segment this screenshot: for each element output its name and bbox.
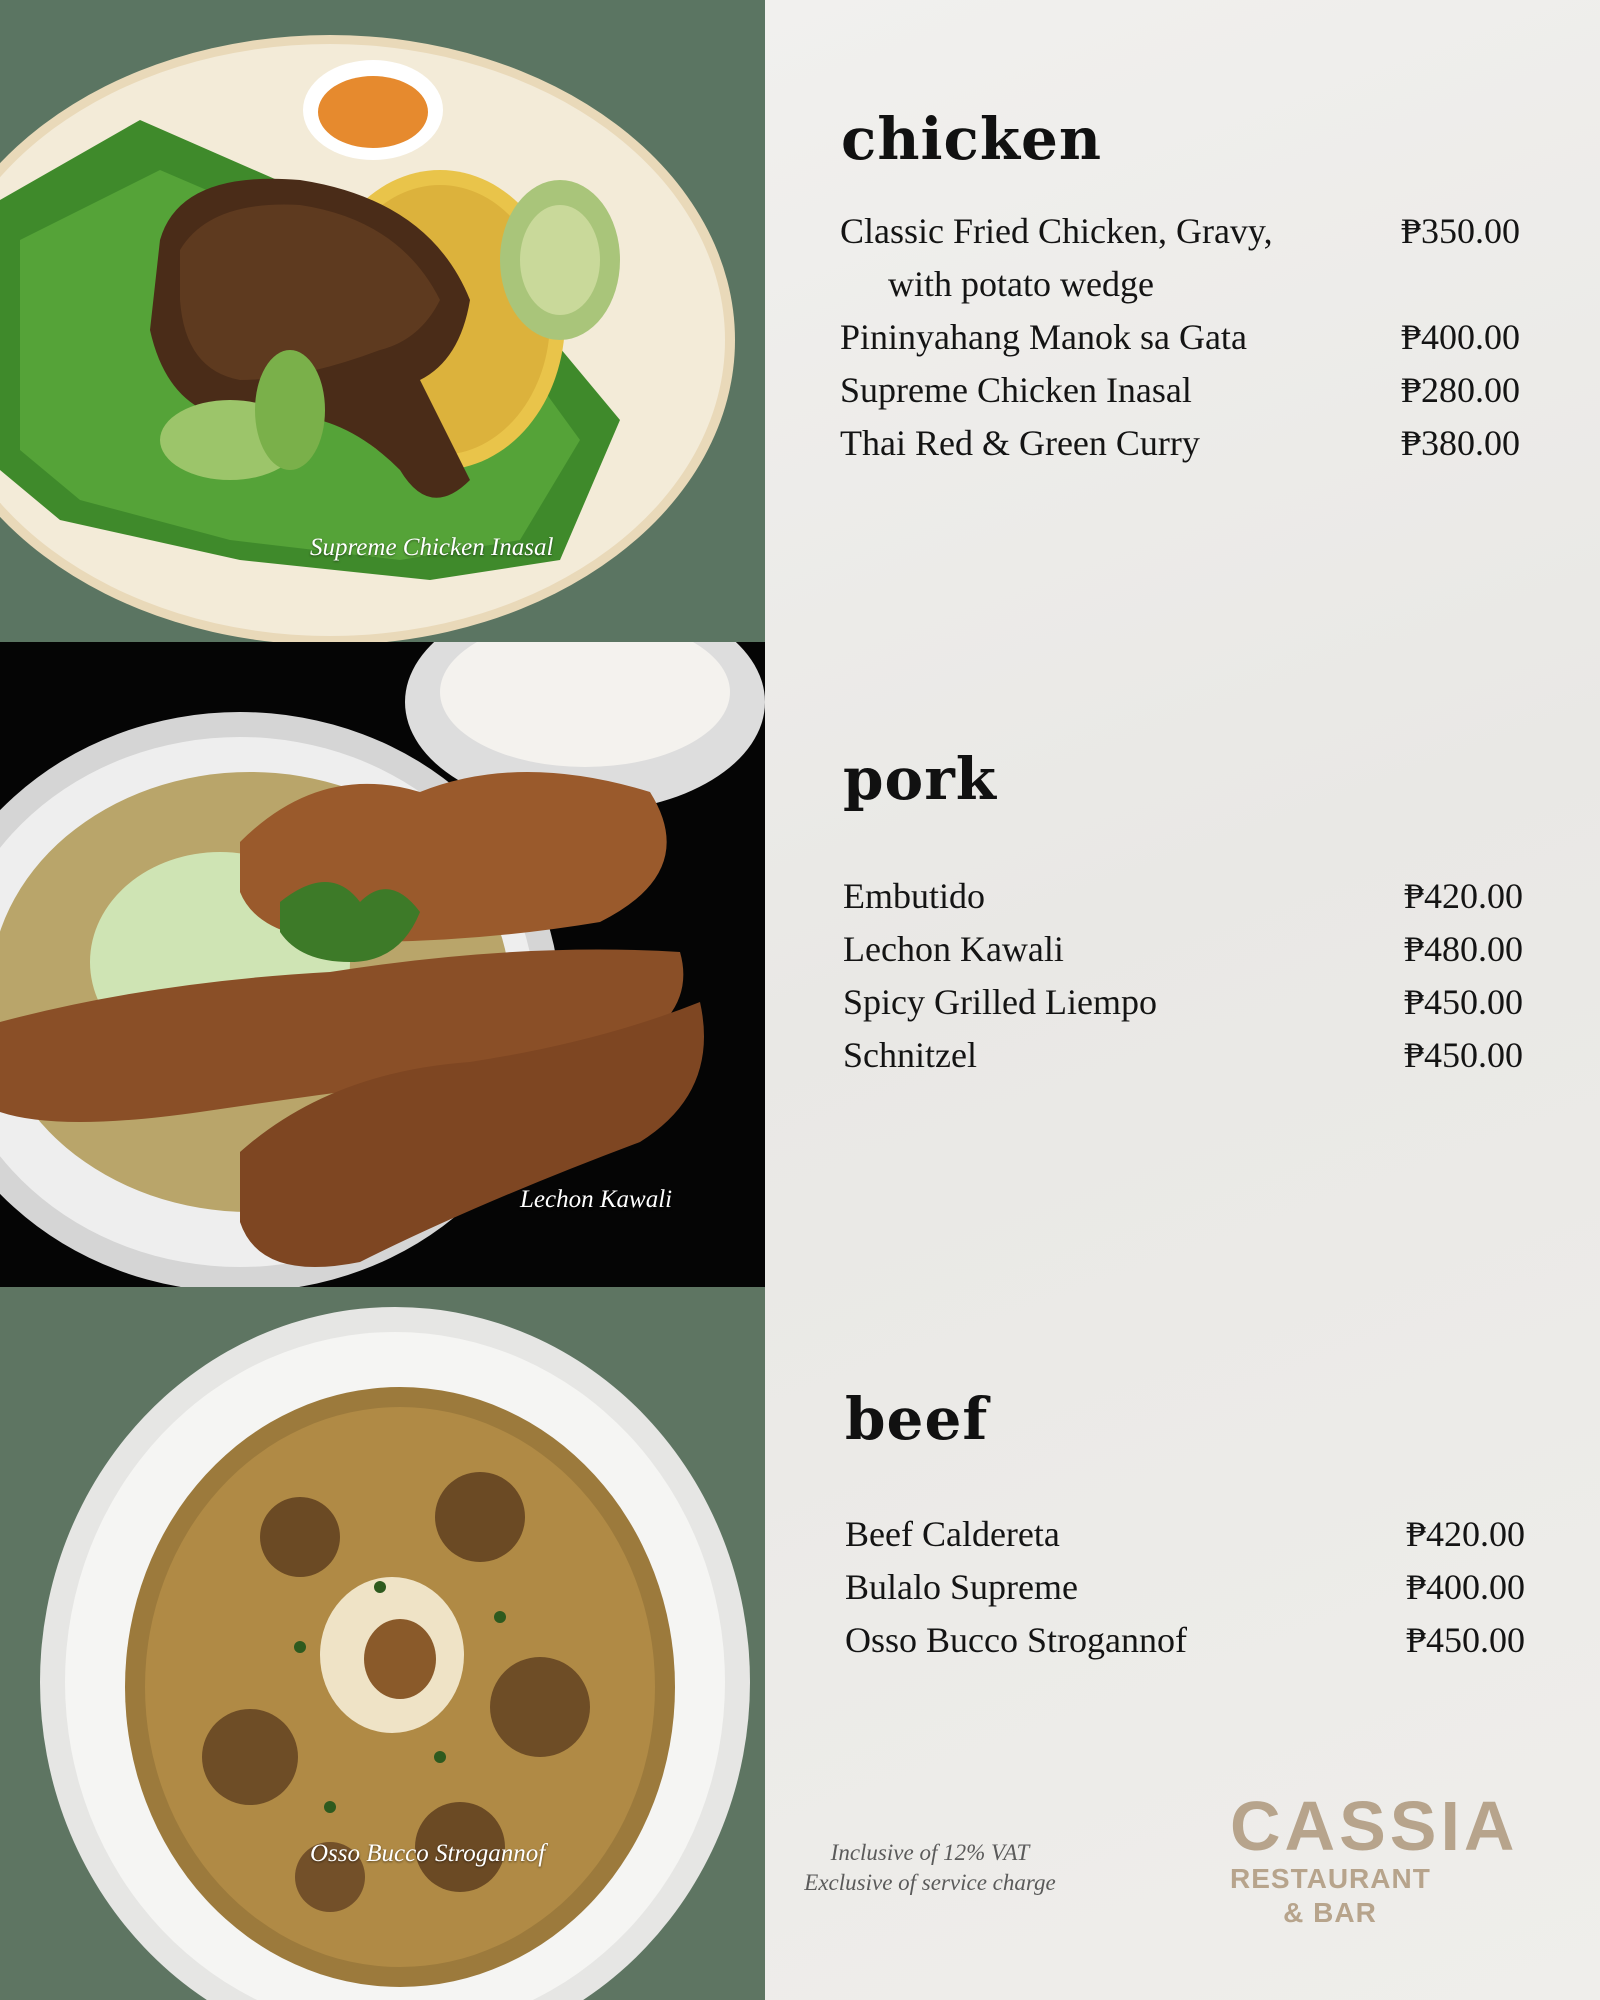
photo-column (0, 0, 765, 2000)
item-name: Beef Caldereta (845, 1514, 1060, 1554)
section-title-beef: beef (845, 1385, 989, 1453)
photo-caption: Supreme Chicken Inasal (310, 534, 554, 561)
item-name: Classic Fried Chicken, Gravy, (840, 211, 1273, 251)
menu-item (845, 1566, 1525, 1612)
menu-item (843, 928, 1523, 974)
tax-footnote (790, 1838, 1070, 1898)
item-name: Thai Red & Green Curry (840, 423, 1200, 463)
section-title-pork: pork (843, 745, 997, 813)
restaurant-logo (1230, 1787, 1519, 1930)
item-name: Lechon Kawali (843, 929, 1064, 969)
chicken-inasal-photo (0, 0, 765, 642)
item-price: ₱380.00 (1400, 423, 1520, 463)
item-price: ₱280.00 (1400, 370, 1520, 410)
menu-item (843, 981, 1523, 1027)
menu-item (845, 1513, 1525, 1559)
menu-item (843, 1034, 1523, 1080)
item-price: ₱420.00 (1405, 1514, 1525, 1554)
item-name: Supreme Chicken Inasal (840, 370, 1192, 410)
item-price: ₱420.00 (1403, 876, 1523, 916)
item-name: Embutido (843, 876, 985, 916)
footnote-vat: Inclusive of 12% VAT (830, 1840, 1030, 1865)
photo-caption: Lechon Kawali (520, 1186, 673, 1213)
item-price: ₱450.00 (1405, 1620, 1525, 1660)
logo-name: CASSIA (1230, 1787, 1519, 1865)
section-title-chicken: chicken (841, 105, 1103, 173)
item-name: Osso Bucco Strogannof (845, 1620, 1187, 1660)
menu-item (840, 422, 1520, 468)
item-name: Pininyahang Manok sa Gata (840, 317, 1247, 357)
item-subtext: with potato wedge (888, 264, 1154, 304)
item-price: ₱480.00 (1403, 929, 1523, 969)
menu-item (845, 1619, 1525, 1665)
osso-bucco-photo (0, 1287, 765, 2000)
menu-item (840, 210, 1520, 256)
item-name: Spicy Grilled Liempo (843, 982, 1157, 1022)
menu-item (840, 316, 1520, 362)
item-price: ₱350.00 (1400, 211, 1520, 251)
footnote-service-charge: Exclusive of service charge (804, 1870, 1056, 1895)
item-name: Bulalo Supreme (845, 1567, 1078, 1607)
item-name: Schnitzel (843, 1035, 977, 1075)
logo-tagline: RESTAURANT & BAR (1230, 1863, 1431, 1928)
item-price: ₱450.00 (1403, 982, 1523, 1022)
item-price: ₱400.00 (1405, 1567, 1525, 1607)
menu-item (840, 369, 1520, 415)
photo-caption: Osso Bucco Strogannof (310, 1840, 546, 1867)
osso-bucco-bowl-illustration (0, 1287, 765, 2000)
item-price: ₱450.00 (1403, 1035, 1523, 1075)
menu-paper (765, 0, 1600, 2000)
lechon-kawali-photo (0, 642, 765, 1287)
menu-item (843, 875, 1523, 921)
item-price: ₱400.00 (1400, 317, 1520, 357)
